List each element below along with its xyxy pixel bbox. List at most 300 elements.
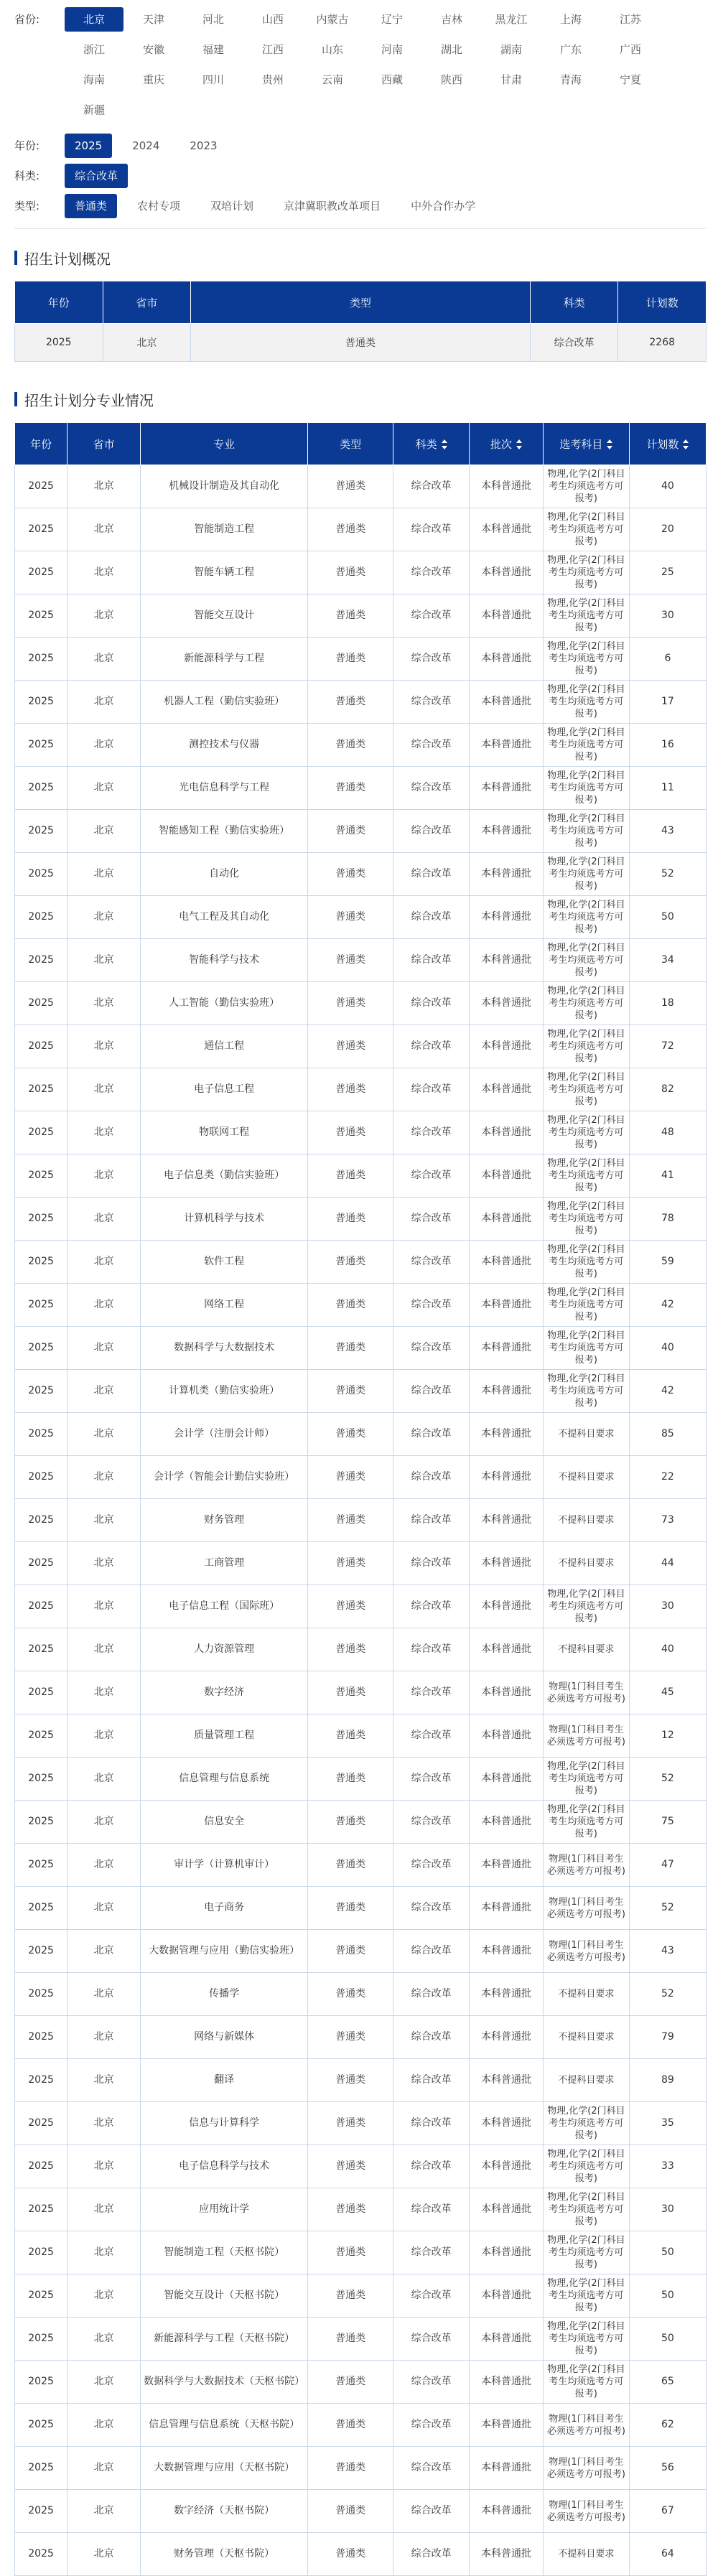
table-cell: 电子信息类（勤信实验班） (140, 1154, 307, 1198)
table-cell: 数字经济（天枢书院） (140, 2490, 307, 2533)
table-cell: 普通类 (308, 2059, 393, 2102)
province-option[interactable]: 吉林 (440, 13, 462, 26)
table-cell: 30 (629, 1585, 706, 1628)
table-cell: 北京 (67, 1628, 141, 1671)
table-cell: 北京 (67, 1758, 141, 1801)
table-cell: 普通类 (308, 2490, 393, 2533)
table-cell: 普通类 (308, 1241, 393, 1284)
type-option[interactable]: 农村专项 (137, 200, 181, 213)
table-cell: 北京 (67, 1801, 141, 1844)
province-option[interactable]: 浙江 (83, 43, 105, 56)
table-cell: 物理(1门科目考生必须选考方可报考) (544, 2404, 630, 2447)
table-cell: 33 (629, 2145, 706, 2188)
table-cell: 北京 (67, 1844, 141, 1887)
table-cell: 工商管理 (140, 1542, 307, 1585)
table-cell: 综合改革 (393, 1025, 470, 1068)
table-row (15, 1628, 707, 1671)
table-cell: 普通类 (308, 810, 393, 853)
table-cell: 北京 (67, 896, 141, 939)
table-cell: 普通类 (308, 1844, 393, 1887)
table-cell: 物理(1门科目考生必须选考方可报考) (544, 1930, 630, 1973)
province-option[interactable]: 福建 (202, 43, 224, 56)
table-cell: 北京 (67, 1456, 141, 1499)
type-option[interactable]: 双培计划 (210, 200, 254, 213)
table-row (15, 2188, 707, 2231)
table-cell: 2025 (15, 2404, 67, 2447)
year-option[interactable]: 2024 (132, 139, 160, 152)
table-cell: 会计学（注册会计师） (140, 1413, 307, 1456)
table-cell: 北京 (67, 2102, 141, 2145)
table-row (15, 1758, 707, 1801)
table-cell: 综合改革 (393, 638, 470, 681)
table-cell: 50 (629, 896, 706, 939)
table-cell: 综合改革 (393, 2059, 470, 2102)
table-cell: 北京 (67, 681, 141, 724)
table-cell: 52 (629, 1758, 706, 1801)
table-cell: 物理,化学(2门科目考生均须选考方可报考) (544, 1068, 630, 1111)
detail-column-header-label: 批次 (490, 437, 513, 451)
table-cell: 45 (629, 1671, 706, 1714)
table-cell: 2025 (15, 508, 67, 551)
table-cell: 2025 (15, 853, 67, 896)
table-row (15, 2102, 707, 2145)
province-option[interactable]: 湖北 (440, 43, 462, 56)
table-cell: 40 (629, 1628, 706, 1671)
table-cell: 综合改革 (393, 1370, 470, 1413)
table-cell: 本科普通批 (470, 508, 544, 551)
table-row (15, 1413, 707, 1456)
table-cell: 82 (629, 1068, 706, 1111)
table-row (15, 1714, 707, 1758)
table-cell: 物理,化学(2门科目考生均须选考方可报考) (544, 1327, 630, 1370)
table-cell: 12 (629, 1714, 706, 1758)
province-option[interactable]: 山西 (261, 13, 284, 26)
category-options (65, 164, 707, 188)
table-cell: 智能交互设计 (140, 594, 307, 638)
table-row (15, 1671, 707, 1714)
table-cell: 30 (629, 594, 706, 638)
table-cell: 北京 (67, 1714, 141, 1758)
table-cell: 北京 (67, 2361, 141, 2404)
table-cell: 40 (629, 465, 706, 508)
table-cell: 普通类 (308, 2447, 393, 2490)
table-cell: 2025 (15, 2274, 67, 2318)
detail-column-header[interactable] (470, 423, 544, 465)
table-cell: 2025 (15, 465, 67, 508)
type-options (65, 194, 707, 218)
table-cell: 综合改革 (393, 465, 470, 508)
province-option[interactable]: 内蒙古 (316, 13, 349, 26)
table-cell: 本科普通批 (470, 2188, 544, 2231)
table-cell: 综合改革 (393, 767, 470, 810)
table-cell: 2025 (15, 2533, 67, 2576)
table-cell: 物理,化学(2门科目考生均须选考方可报考) (544, 1758, 630, 1801)
table-cell: 本科普通批 (470, 1844, 544, 1887)
table-cell: 物理(1门科目考生必须选考方可报考) (544, 2447, 630, 2490)
table-row (15, 1284, 707, 1327)
detail-column-header-label: 省市 (93, 437, 115, 451)
table-row (15, 1025, 707, 1068)
table-cell: 不提科目要求 (544, 2016, 630, 2059)
type-filter-label: 类型: (14, 200, 40, 213)
table-cell: 普通类 (308, 1930, 393, 1973)
sort-icon[interactable] (516, 439, 522, 449)
table-cell: 物理,化学(2门科目考生均须选考方可报考) (544, 939, 630, 982)
table-cell: 本科普通批 (470, 1456, 544, 1499)
province-option[interactable]: 海南 (83, 73, 105, 86)
table-cell: 2025 (15, 2231, 67, 2274)
detail-header-row (15, 423, 707, 465)
detail-column-header (67, 423, 141, 465)
table-cell: 普通类 (308, 1542, 393, 1585)
table-cell: 物理,化学(2门科目考生均须选考方可报考) (544, 2231, 630, 2274)
detail-column-header[interactable] (544, 423, 630, 465)
summary-column-header: 科类 (530, 281, 618, 324)
table-cell: 本科普通批 (470, 2102, 544, 2145)
table-cell: 综合改革 (393, 1844, 470, 1887)
table-row (15, 2231, 707, 2274)
table-cell: 79 (629, 2016, 706, 2059)
table-cell: 物理(1门科目考生必须选考方可报考) (544, 2490, 630, 2533)
table-row (15, 2274, 707, 2318)
table-cell: 6 (629, 638, 706, 681)
table-cell: 不提科目要求 (544, 1542, 630, 1585)
table-cell: 物理,化学(2门科目考生均须选考方可报考) (544, 1111, 630, 1154)
table-cell: 软件工程 (140, 1241, 307, 1284)
table-cell: 网络与新媒体 (140, 2016, 307, 2059)
table-cell: 物理(1门科目考生必须选考方可报考) (544, 1671, 630, 1714)
table-cell: 本科普通批 (470, 2318, 544, 2361)
table-cell: 2025 (15, 1585, 67, 1628)
category-filter-label: 科类: (14, 169, 40, 182)
table-cell: 综合改革 (393, 1671, 470, 1714)
table-cell: 本科普通批 (470, 1111, 544, 1154)
province-option[interactable]: 安徽 (142, 43, 164, 56)
year-filter (14, 134, 707, 158)
table-row (15, 1887, 707, 1930)
table-cell: 2025 (15, 2016, 67, 2059)
table-row (15, 939, 707, 982)
table-cell: 综合改革 (393, 1585, 470, 1628)
table-cell: 2025 (15, 1801, 67, 1844)
table-cell: 新能源科学与工程（天枢书院） (140, 2318, 307, 2361)
table-cell: 52 (629, 1887, 706, 1930)
table-cell: 物理,化学(2门科目考生均须选考方可报考) (544, 508, 630, 551)
table-cell: 数字经济 (140, 1671, 307, 1714)
table-cell: 42 (629, 1370, 706, 1413)
province-option[interactable]: 西藏 (381, 73, 403, 86)
type-option[interactable]: 中外合作办学 (411, 200, 476, 213)
province-option[interactable]: 黑龙江 (495, 13, 528, 26)
table-cell: 普通类 (308, 1585, 393, 1628)
table-cell: 综合改革 (393, 1413, 470, 1456)
table-cell: 质量管理工程 (140, 1714, 307, 1758)
province-option[interactable]: 天津 (142, 13, 164, 26)
table-cell: 综合改革 (393, 1327, 470, 1370)
table-cell: 电子信息科学与技术 (140, 2145, 307, 2188)
table-cell: 52 (629, 853, 706, 896)
table-cell: 本科普通批 (470, 1930, 544, 1973)
table-cell: 72 (629, 1025, 706, 1068)
province-option[interactable]: 上海 (559, 13, 582, 26)
table-cell: 北京 (67, 1111, 141, 1154)
table-cell: 16 (629, 724, 706, 767)
table-cell: 2025 (15, 1456, 67, 1499)
summary-column-header: 类型 (191, 281, 531, 324)
summary-header-row (15, 281, 707, 324)
table-cell: 综合改革 (393, 939, 470, 982)
table-cell: 2025 (15, 1413, 67, 1456)
table-cell: 新能源科学与工程 (140, 638, 307, 681)
table-cell: 综合改革 (393, 681, 470, 724)
table-cell: 北京 (67, 1499, 141, 1542)
table-cell: 综合改革 (393, 594, 470, 638)
table-cell: 本科普通批 (470, 2447, 544, 2490)
table-cell: 北京 (67, 2404, 141, 2447)
table-cell: 本科普通批 (470, 853, 544, 896)
table-cell: 普通类 (308, 1068, 393, 1111)
table-cell: 物理,化学(2门科目考生均须选考方可报考) (544, 465, 630, 508)
table-cell: 物理,化学(2门科目考生均须选考方可报考) (544, 2145, 630, 2188)
table-cell: 2025 (15, 1499, 67, 1542)
table-cell: 北京 (67, 2490, 141, 2533)
table-cell: 数据科学与大数据技术（天枢书院） (140, 2361, 307, 2404)
summary-column-header: 计划数 (618, 281, 707, 324)
table-cell: 财务管理 (140, 1499, 307, 1542)
province-option[interactable]: 重庆 (142, 73, 164, 86)
province-option[interactable]: 四川 (202, 73, 224, 86)
table-cell: 大数据管理与应用（勤信实验班） (140, 1930, 307, 1973)
table-row (15, 2447, 707, 2490)
table-row (15, 2533, 707, 2576)
table-cell: 北京 (67, 2318, 141, 2361)
table-cell: 计算机科学与技术 (140, 1198, 307, 1241)
province-option[interactable]: 北京 (65, 7, 123, 32)
table-cell: 财务管理（天枢书院） (140, 2533, 307, 2576)
province-option[interactable]: 陕西 (440, 73, 462, 86)
table-cell: 信息管理与信息系统 (140, 1758, 307, 1801)
table-cell: 52 (629, 1973, 706, 2016)
table-cell: 综合改革 (393, 2447, 470, 2490)
table-cell: 北京 (67, 1154, 141, 1198)
province-option[interactable]: 湖南 (500, 43, 522, 56)
table-cell: 不提科目要求 (544, 1628, 630, 1671)
province-option[interactable]: 山东 (321, 43, 343, 56)
sort-icon[interactable] (442, 439, 447, 449)
table-cell: 2025 (15, 2059, 67, 2102)
table-cell: 物理,化学(2门科目考生均须选考方可报考) (544, 2361, 630, 2404)
table-cell: 综合改革 (393, 1887, 470, 1930)
table-cell: 34 (629, 939, 706, 982)
table-cell: 2025 (15, 767, 67, 810)
table-cell: 本科普通批 (470, 1585, 544, 1628)
table-cell: 智能制造工程（天枢书院） (140, 2231, 307, 2274)
table-cell: 普通类 (308, 1284, 393, 1327)
type-option[interactable]: 京津冀职教改革项目 (284, 200, 381, 213)
table-cell: 普通类 (308, 2318, 393, 2361)
table-cell: 综合改革 (393, 1801, 470, 1844)
table-cell: 综合改革 (393, 2490, 470, 2533)
type-filter (14, 194, 707, 218)
table-cell: 普通类 (308, 1327, 393, 1370)
table-cell: 电子商务 (140, 1887, 307, 1930)
table-row (15, 551, 707, 594)
table-cell: 物理,化学(2门科目考生均须选考方可报考) (544, 982, 630, 1025)
table-cell: 综合改革 (393, 853, 470, 896)
province-option[interactable]: 云南 (321, 73, 343, 86)
year-option[interactable]: 2025 (65, 134, 112, 158)
province-option[interactable]: 甘肃 (500, 73, 522, 86)
table-cell: 电子信息工程 (140, 1068, 307, 1111)
table-row (15, 982, 707, 1025)
table-row (15, 767, 707, 810)
table-cell: 65 (629, 2361, 706, 2404)
table-cell: 综合改革 (393, 2361, 470, 2404)
table-cell: 综合改革 (393, 2318, 470, 2361)
table-cell: 北京 (67, 2533, 141, 2576)
table-cell: 综合改革 (393, 551, 470, 594)
table-cell: 物理(1门科目考生必须选考方可报考) (544, 1844, 630, 1887)
detail-section-title (14, 391, 707, 408)
province-option[interactable]: 广东 (559, 43, 582, 56)
table-cell: 普通类 (308, 1198, 393, 1241)
province-option[interactable]: 广西 (619, 43, 641, 56)
province-option[interactable]: 青海 (559, 73, 582, 86)
table-cell: 通信工程 (140, 1025, 307, 1068)
summary-cell: 北京 (103, 324, 191, 362)
detail-title: 招生计划分专业情况 (24, 391, 154, 409)
table-row (15, 2016, 707, 2059)
table-cell: 2025 (15, 551, 67, 594)
table-cell: 本科普通批 (470, 1542, 544, 1585)
table-cell: 机器人工程（勤信实验班） (140, 681, 307, 724)
table-row (15, 2059, 707, 2102)
sort-icon[interactable] (683, 439, 689, 449)
table-cell: 综合改革 (393, 724, 470, 767)
table-cell: 本科普通批 (470, 2145, 544, 2188)
province-option[interactable]: 河北 (202, 13, 224, 26)
table-row (15, 1111, 707, 1154)
table-cell: 智能科学与技术 (140, 939, 307, 982)
table-cell: 北京 (67, 508, 141, 551)
table-cell: 2025 (15, 1068, 67, 1111)
table-cell: 北京 (67, 724, 141, 767)
table-cell: 北京 (67, 1370, 141, 1413)
table-cell: 大数据管理与应用（天枢书院） (140, 2447, 307, 2490)
table-cell: 物理(1门科目考生必须选考方可报考) (544, 1714, 630, 1758)
province-option[interactable]: 新疆 (83, 103, 105, 116)
table-row (15, 1154, 707, 1198)
province-option[interactable]: 江苏 (619, 13, 641, 26)
table-cell: 本科普通批 (470, 1068, 544, 1111)
table-cell: 物理,化学(2门科目考生均须选考方可报考) (544, 1370, 630, 1413)
province-option[interactable]: 江西 (261, 43, 284, 56)
table-cell: 综合改革 (393, 1930, 470, 1973)
table-cell: 17 (629, 681, 706, 724)
detail-column-header[interactable] (393, 423, 470, 465)
table-cell: 综合改革 (393, 1714, 470, 1758)
table-cell: 62 (629, 2404, 706, 2447)
table-cell: 综合改革 (393, 1111, 470, 1154)
province-option[interactable]: 河南 (381, 43, 403, 56)
table-cell: 不提科目要求 (544, 2533, 630, 2576)
table-cell: 综合改革 (393, 2274, 470, 2318)
table-row (15, 638, 707, 681)
summary-cell: 普通类 (191, 324, 531, 362)
sort-icon[interactable] (607, 439, 612, 449)
table-cell: 普通类 (308, 1154, 393, 1198)
table-cell: 本科普通批 (470, 810, 544, 853)
table-cell: 2025 (15, 1370, 67, 1413)
table-cell: 2025 (15, 1844, 67, 1887)
table-cell: 机械设计制造及其自动化 (140, 465, 307, 508)
detail-column-header-label: 选考科目 (559, 437, 603, 451)
table-cell: 20 (629, 508, 706, 551)
table-cell: 43 (629, 1930, 706, 1973)
table-cell: 智能感知工程（勤信实验班） (140, 810, 307, 853)
table-cell: 2025 (15, 810, 67, 853)
table-cell: 本科普通批 (470, 681, 544, 724)
table-cell: 北京 (67, 2145, 141, 2188)
table-cell: 普通类 (308, 982, 393, 1025)
detail-column-header (140, 423, 307, 465)
table-cell: 北京 (67, 1025, 141, 1068)
table-cell: 物理,化学(2门科目考生均须选考方可报考) (544, 1198, 630, 1241)
table-row (15, 2361, 707, 2404)
summary-column-header: 年份 (15, 281, 103, 324)
table-cell: 2025 (15, 2361, 67, 2404)
table-cell: 48 (629, 1111, 706, 1154)
table-cell: 人工智能（勤信实验班） (140, 982, 307, 1025)
table-cell: 本科普通批 (470, 1413, 544, 1456)
year-filter-label: 年份: (14, 139, 40, 152)
table-cell: 信息管理与信息系统（天枢书院） (140, 2404, 307, 2447)
table-cell: 本科普通批 (470, 638, 544, 681)
table-row (15, 1241, 707, 1284)
table-cell: 普通类 (308, 1973, 393, 2016)
table-cell: 物理,化学(2门科目考生均须选考方可报考) (544, 767, 630, 810)
table-cell: 2025 (15, 1714, 67, 1758)
divider (14, 228, 707, 229)
province-filter-label: 省份: (14, 13, 40, 26)
year-option[interactable]: 2023 (190, 139, 218, 152)
table-cell: 本科普通批 (470, 1284, 544, 1327)
table-cell: 北京 (67, 1671, 141, 1714)
table-row (15, 1801, 707, 1844)
table-cell: 综合改革 (393, 2102, 470, 2145)
table-cell: 普通类 (308, 681, 393, 724)
table-cell: 2025 (15, 1284, 67, 1327)
table-cell: 普通类 (308, 2274, 393, 2318)
table-cell: 综合改革 (393, 810, 470, 853)
detail-column-header-label: 计划数 (646, 437, 679, 451)
detail-column-header[interactable] (629, 423, 706, 465)
table-row (15, 681, 707, 724)
table-cell: 本科普通批 (470, 2404, 544, 2447)
category-option[interactable]: 综合改革 (65, 164, 128, 188)
table-cell: 普通类 (308, 2404, 393, 2447)
province-option[interactable]: 辽宁 (381, 13, 403, 26)
table-cell: 综合改革 (393, 982, 470, 1025)
province-option[interactable]: 贵州 (261, 73, 284, 86)
table-cell: 综合改革 (393, 1758, 470, 1801)
table-cell: 本科普通批 (470, 2490, 544, 2533)
type-option[interactable]: 普通类 (65, 194, 117, 218)
table-cell: 2025 (15, 2447, 67, 2490)
table-row (15, 1327, 707, 1370)
province-option[interactable]: 宁夏 (619, 73, 641, 86)
table-cell: 普通类 (308, 1671, 393, 1714)
